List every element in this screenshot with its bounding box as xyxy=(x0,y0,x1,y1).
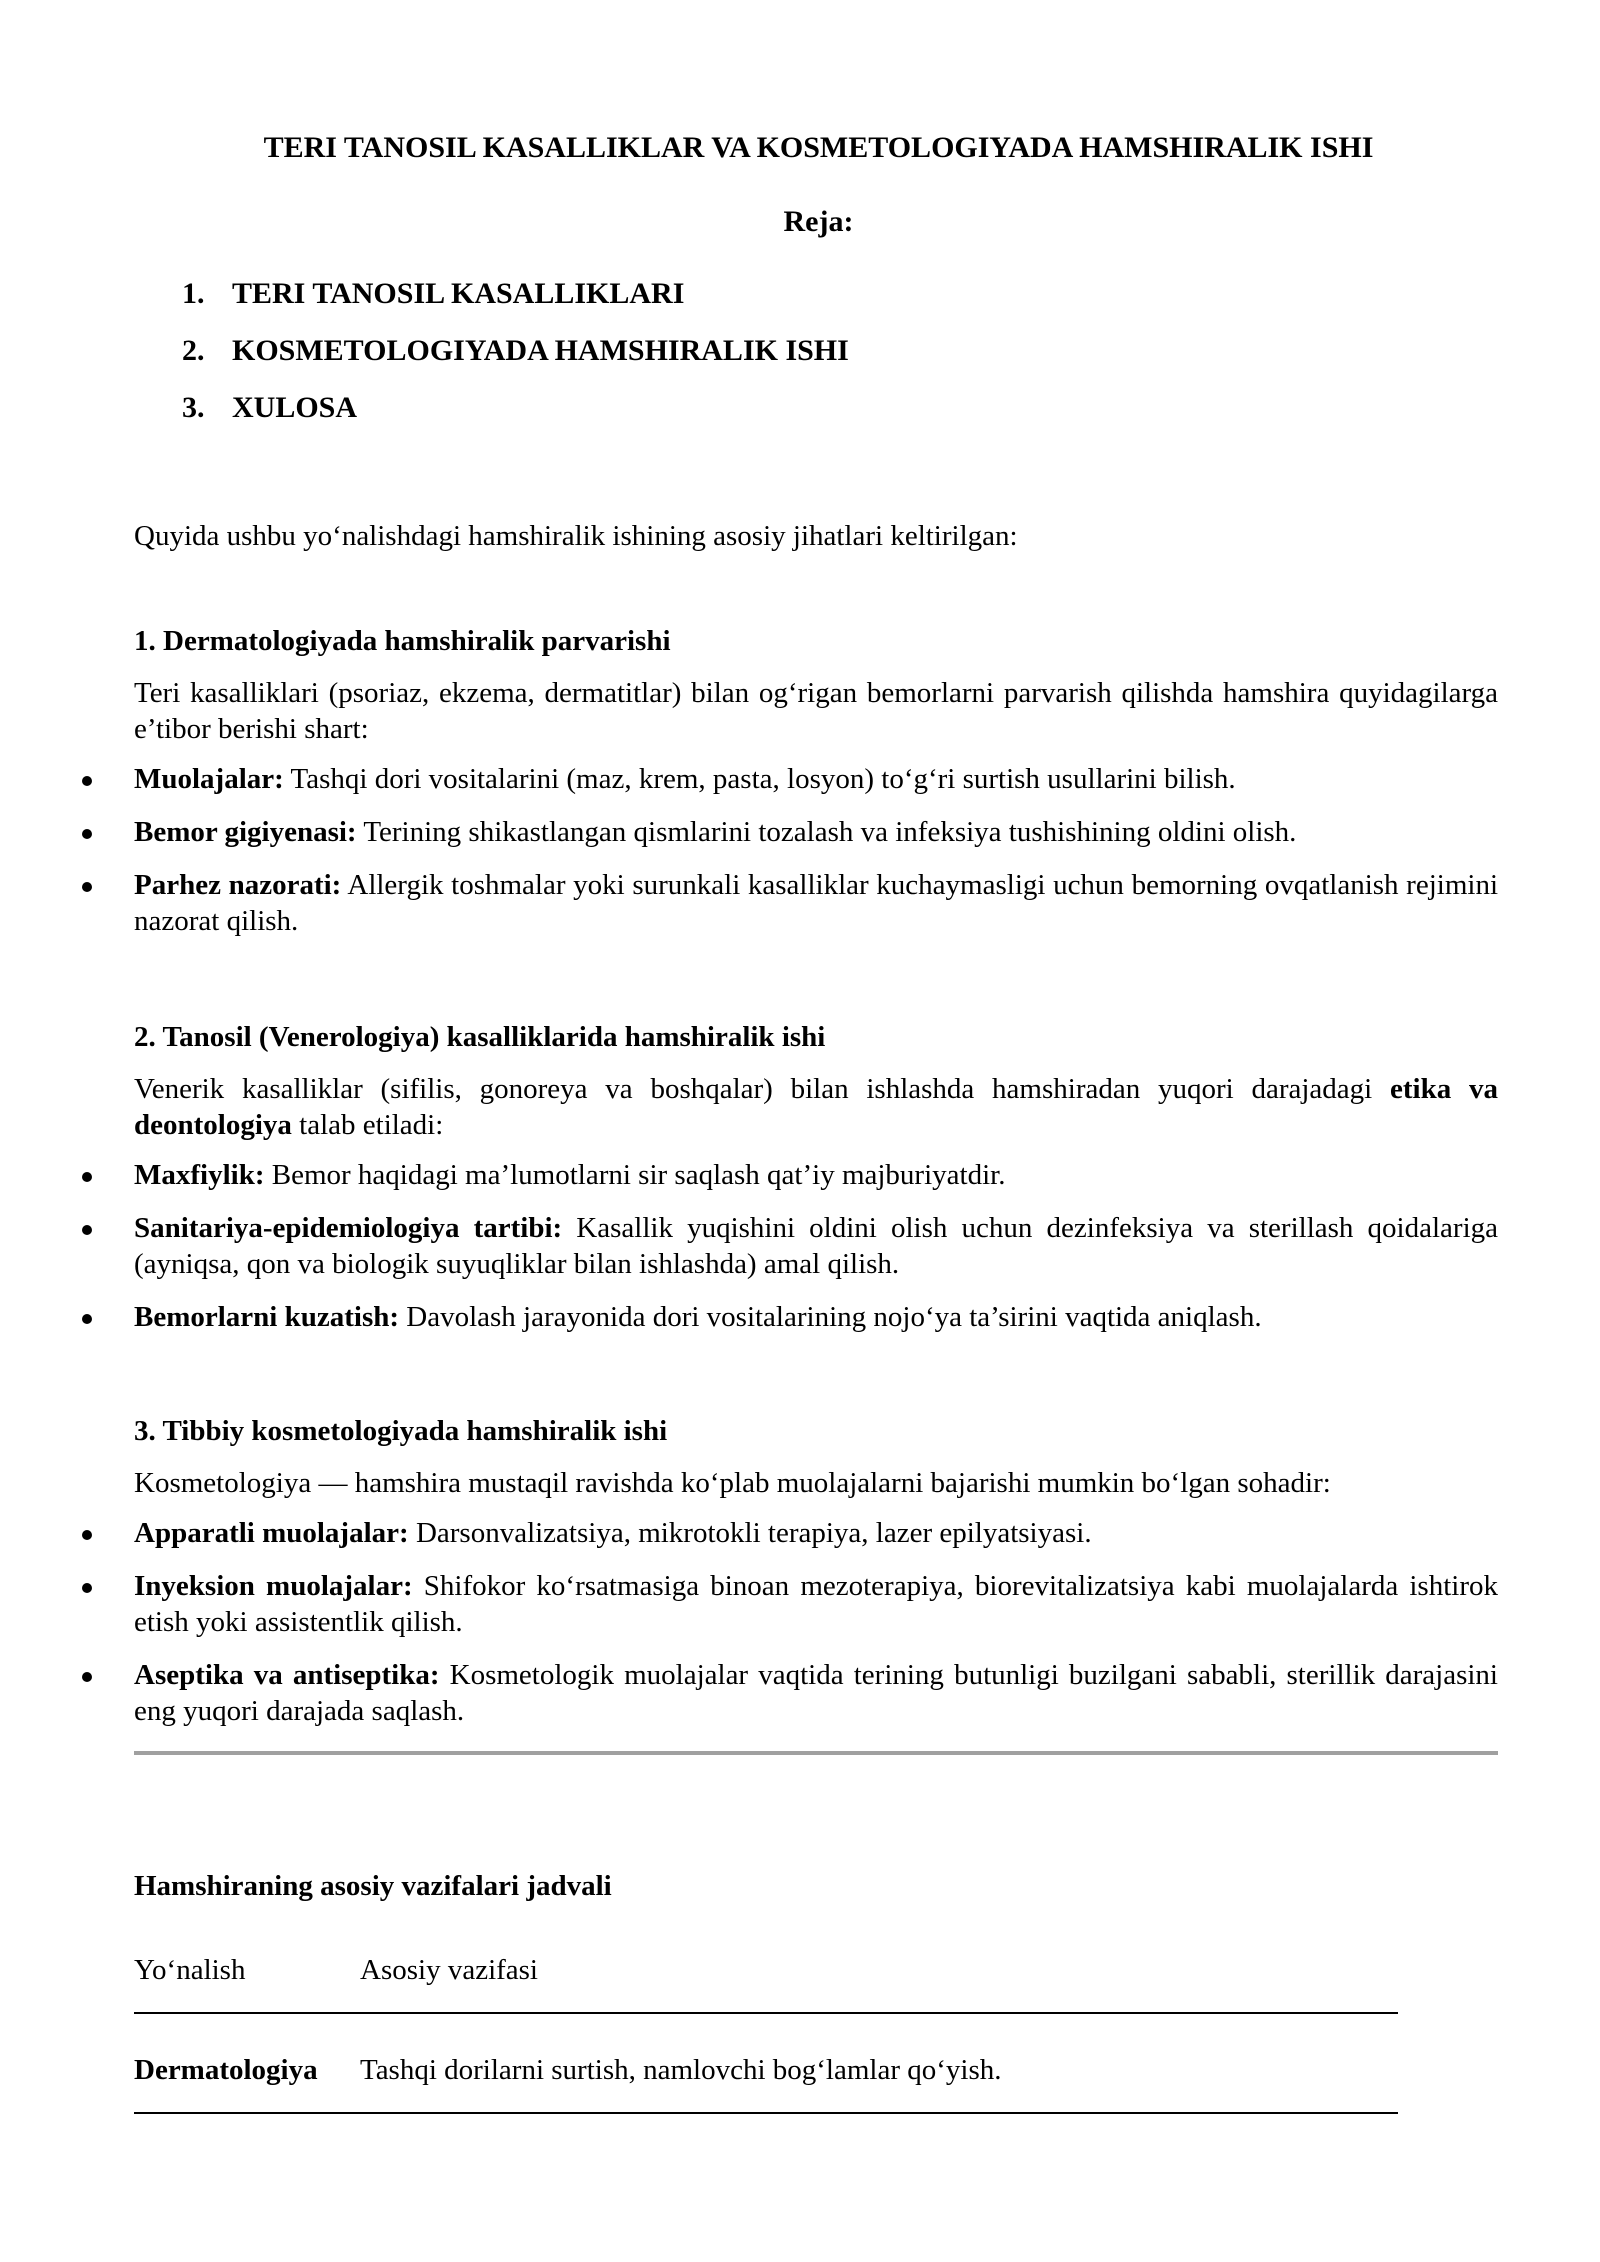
bullet-list xyxy=(134,761,1498,939)
plan-heading: Reja: xyxy=(783,205,854,238)
document-title: TERI TANOSIL KASALLIKLAR VA KOSMETOLOGIYADA HAMSHIRALIK ISHI xyxy=(263,131,1374,164)
bullet-icon xyxy=(82,1583,92,1593)
bullet-item xyxy=(134,814,1498,850)
bullet-text: Shifokor ko‘rsatmasiga binoan mezoterapiya, biorevitalizatsiya kabi muolajalarda ishtirok etish yoki assistentlik qilish. xyxy=(134,1570,1498,1638)
plan-item xyxy=(182,276,849,333)
section-cosmetology xyxy=(134,1413,1498,1746)
bullet-icon xyxy=(82,1530,92,1540)
section-paragraph xyxy=(134,1071,1498,1143)
paragraph-text: Venerik kasalliklar (sifilis, gonoreya va boshqalar) bilan ishlashda hamshiradan yuqori darajadagi xyxy=(134,1073,1391,1105)
horizontal-rule xyxy=(134,1751,1498,1755)
plan-item-number: 2. xyxy=(182,334,205,367)
bullet-label: Muolajalar: xyxy=(134,763,284,795)
bullet-text: Kosmetologik muolajalar vaqtida terining butunligi buzilgani sababli, sterillik darajasini eng yuqori darajada saqlash. xyxy=(134,1659,1498,1727)
bullet-icon xyxy=(82,1225,92,1235)
bullet-text: Darsonvalizatsiya, mikrotokli terapiya, lazer epilyatsiyasi. xyxy=(408,1517,1092,1549)
bullet-icon xyxy=(82,1314,92,1324)
table-row xyxy=(134,2052,1398,2112)
bullet-item xyxy=(134,1568,1498,1640)
bullet-label: Inyeksion muolajalar: xyxy=(134,1570,413,1602)
bullet-text: Allergik toshmalar yoki surunkali kasalliklar kuchaymasligi uchun bemorning ovqatlanish rejimini nazorat qilish. xyxy=(134,869,1498,937)
section-paragraph: Teri kasalliklari (psoriaz, ekzema, dermatitlar) bilan og‘rigan bemorlarni parvarish qilishda hamshira quyidagilarga e’tibor berishi shart: xyxy=(134,677,1498,745)
bullet-text: Terining shikastlangan qismlarini tozalash va infeksiya tushishining oldini olish. xyxy=(356,816,1297,848)
bullet-label: Apparatli muolajalar: xyxy=(134,1517,409,1549)
bullet-item xyxy=(134,761,1498,797)
section-venerology xyxy=(134,1019,1498,1352)
bullet-icon xyxy=(82,1672,92,1682)
table-cell: Dermatologiya xyxy=(134,2054,318,2086)
bullet-label: Parhez nazorati: xyxy=(134,869,342,901)
bullet-icon xyxy=(82,776,92,786)
bullet-item xyxy=(134,1515,1498,1551)
plan-item-text: KOSMETOLOGIYADA HAMSHIRALIK ISHI xyxy=(232,334,849,367)
section-heading: 1. Dermatologiyada hamshiralik parvarishi xyxy=(134,625,671,657)
plan-list xyxy=(182,276,849,447)
bullet-icon xyxy=(82,1172,92,1182)
section-paragraph: Kosmetologiya — hamshira mustaqil ravishda ko‘plab muolajalarni bajarishi mumkin bo‘lgan sohadir: xyxy=(134,1467,1331,1499)
duties-table xyxy=(134,1952,1398,2114)
bullet-list xyxy=(134,1157,1498,1335)
plan-item xyxy=(182,333,849,390)
bullet-label: Bemor gigiyenasi: xyxy=(134,816,357,848)
bullet-label: Aseptika va antiseptika: xyxy=(134,1659,440,1691)
bullet-label: Bemorlarni kuzatish: xyxy=(134,1301,400,1333)
plan-item-text: TERI TANOSIL KASALLIKLARI xyxy=(232,277,685,310)
bullet-text: Bemor haqidagi ma’lumotlarni sir saqlash qat’iy majburiyatdir. xyxy=(264,1159,1006,1191)
bullet-list xyxy=(134,1515,1498,1729)
bullet-text: Davolash jarayonida dori vositalarining nojo‘ya ta’sirini vaqtida aniqlash. xyxy=(399,1301,1262,1333)
bullet-item xyxy=(134,867,1498,939)
intro-paragraph: Quyida ushbu yo‘nalishdagi hamshiralik ishining asosiy jihatlari keltirilgan: xyxy=(134,520,1018,552)
table-cell: Tashqi dorilarni surtish, namlovchi bog‘lamlar qo‘yish. xyxy=(360,2054,1002,2086)
plan-item xyxy=(182,390,849,447)
bullet-icon xyxy=(82,829,92,839)
table-header-row xyxy=(134,1952,1398,2012)
bullet-item xyxy=(134,1157,1498,1193)
table-header-cell: Yo‘nalish xyxy=(134,1954,246,1986)
paragraph-text: talab etiladi: xyxy=(291,1109,444,1141)
bullet-icon xyxy=(82,882,92,892)
section-dermatology xyxy=(134,623,1498,956)
table-title: Hamshiraning asosiy vazifalari jadvali xyxy=(134,1870,612,1902)
table-rule xyxy=(134,2012,1398,2014)
plan-item-text: XULOSA xyxy=(232,391,358,424)
plan-item-number: 3. xyxy=(182,391,205,424)
section-heading: 2. Tanosil (Venerologiya) kasalliklarida hamshiralik ishi xyxy=(134,1021,826,1053)
bullet-item xyxy=(134,1657,1498,1729)
bullet-item xyxy=(134,1210,1498,1282)
bullet-label: Sanitariya-epidemiologiya tartibi: xyxy=(134,1212,563,1244)
bullet-item xyxy=(134,1299,1498,1335)
bullet-text: Kasallik yuqishini oldini olish uchun dezinfeksiya va sterillash qoidalariga (ayniqsa, qon va biologik suyuqliklar bilan ishlashda) amal qilish. xyxy=(134,1212,1498,1280)
table-rule xyxy=(134,2112,1398,2114)
table-header-cell: Asosiy vazifasi xyxy=(360,1954,538,1986)
bullet-label: Maxfiylik: xyxy=(134,1159,265,1191)
bullet-text: Tashqi dori vositalarini (maz, krem, pasta, losyon) to‘g‘ri surtish usullarini bilish. xyxy=(283,763,1236,795)
paragraph-bold-text: etika va deontologiya xyxy=(134,1073,1498,1141)
plan-item-number: 1. xyxy=(182,277,205,310)
section-heading: 3. Tibbiy kosmetologiyada hamshiralik ishi xyxy=(134,1415,668,1447)
